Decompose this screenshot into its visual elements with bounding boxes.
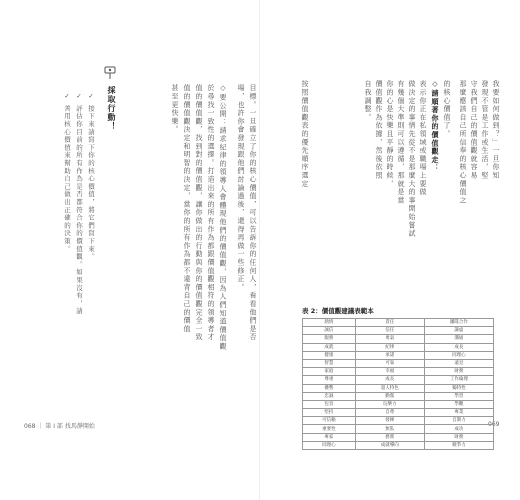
table-cell: 自制力 — [424, 417, 493, 425]
table-row — [303, 335, 494, 343]
table-cell: 尊重 — [303, 376, 356, 384]
table-title: 表 2：價值觀建議表範本 — [302, 307, 374, 315]
table-cell: 學習 — [424, 392, 493, 400]
table-cell: 優勢 — [303, 384, 356, 392]
right-body-col-1: 我要如何做到？」一旦你知 — [492, 80, 500, 180]
table-cell: 健康 — [303, 351, 356, 359]
left-body-col-4: 於尋找一致性的選擇。打造出來的所有作為都跟價值觀相符的領導者才 — [207, 84, 215, 342]
right-body-col-4: 那麼應該自己所信奉的核心價值之 — [459, 80, 467, 205]
left-body-col-6: 值的價值觀決定和明智的決定，當你的所有作為都不違背自己的價值 — [183, 84, 191, 333]
right-body-col-3: 守我們自己的價值觀就容易 — [470, 80, 478, 180]
right-body-col-12: 按照價值觀表的優先順序選定 — [301, 80, 309, 188]
table-cell: 專家 — [303, 433, 356, 441]
footer-title: 找馬靜開始 — [64, 423, 95, 430]
left-footer: 068 ｜ 第 I 部 找馬靜開始 — [24, 423, 95, 430]
table-cell: 遠見 — [424, 359, 493, 367]
table-cell: 包容 — [303, 400, 356, 408]
left-body-col-2: 場，也許你會發現跟他們討論過後，還得再做一些修正。 — [237, 84, 245, 292]
right-body-col-8: 有幾個大準則可以遵循，那就是當 — [397, 80, 405, 205]
table-cell: 無私 — [355, 425, 424, 433]
right-body-col-5: 的核心價值了。 — [443, 80, 451, 139]
table-cell: 財務 — [424, 433, 493, 441]
table-cell: 紀律 — [355, 343, 424, 351]
right-body-col-7: 做決定的事情先從不是那麼大的事開始嘗試 — [408, 80, 416, 238]
right-body-col-9: 你的心是快樂且平靜的時候， — [386, 80, 394, 188]
table-cell: 競爭力 — [424, 441, 493, 449]
table-cell: 工作倫理 — [424, 376, 493, 384]
table-row — [303, 441, 494, 449]
table-cell: 成長 — [424, 343, 493, 351]
table-cell: 承諾 — [355, 351, 424, 359]
table-cell: 堅持 — [303, 409, 356, 417]
table-cell: 勇氣 — [355, 335, 424, 343]
table-cell: 成就導向 — [355, 441, 424, 449]
left-body-col-1: 目標。一旦確立了你的核心價值，可以告訴你的任何人，看看他們是否 — [249, 84, 257, 342]
action-title: 採取行動！ — [107, 86, 116, 131]
table-cell: 成就 — [303, 343, 356, 351]
action-bullet-3: ✓ 善用核心價值來幫助自己做出正確的決策。 — [63, 92, 71, 253]
right-body-col-10: 價值觀作為依據，然後依照 — [375, 80, 383, 180]
table-cell: 智慧 — [303, 359, 356, 367]
footer-part: 第 I 部 — [45, 423, 63, 430]
table-cell: 務實 — [355, 433, 424, 441]
left-body-col-7: 甚至更快樂。 — [171, 84, 179, 134]
table-cell: 家庭 — [303, 368, 356, 376]
table-cell: 財務 — [424, 368, 493, 376]
action-bullet-1: ✓ 接下來請寫下你的核心價值，將它們寫下來。 — [87, 92, 95, 261]
table-row — [303, 409, 494, 417]
table-cell: 自尊 — [355, 409, 424, 417]
right-heading: ◇請順著你的價值觀走： — [431, 80, 439, 173]
table-cell: 熱情 — [303, 319, 356, 327]
table-row — [303, 319, 494, 327]
table-row — [303, 425, 494, 433]
table-cell: 團隊合作 — [424, 319, 493, 327]
table-row — [303, 376, 494, 384]
right-body-col-11: 自我調整。 — [364, 80, 372, 122]
table-cell: 發揮 — [355, 417, 424, 425]
table-cell: 重要性 — [303, 425, 356, 433]
table-cell: 專業 — [424, 409, 493, 417]
table-cell: 信任 — [355, 327, 424, 335]
footer-page-number: 068 — [24, 423, 36, 430]
table-cell: 幸福 — [355, 368, 424, 376]
values-table — [302, 318, 494, 450]
pin-icon — [104, 66, 116, 80]
table-cell: 獨特性 — [424, 384, 493, 392]
table-cell: 學觀 — [424, 400, 493, 408]
table-cell: 同理心 — [424, 351, 493, 359]
left-body-col-5: 值的價值觀，找到對的價值觀，讓你做出的行動與你的價值觀完全一致 — [195, 84, 203, 342]
right-body-col-6: 表示你正在私領域或職場上要做 — [419, 80, 427, 197]
table-row — [303, 433, 494, 441]
table-row — [303, 384, 494, 392]
table-cell: 超人特色 — [355, 384, 424, 392]
table-row — [303, 351, 494, 359]
table-row — [303, 392, 494, 400]
table-cell: 溝通 — [424, 335, 493, 343]
table-cell: 勤奮 — [355, 392, 424, 400]
table-cell: 誠信 — [303, 327, 356, 335]
table-row — [303, 343, 494, 351]
table-cell: 可靠 — [355, 359, 424, 367]
table-row — [303, 417, 494, 425]
action-bullet-2: ✓ 評估你目前的所有作為是否都符合你的價值觀。如果沒有，請 — [75, 92, 83, 316]
table-cell: 成功 — [424, 425, 493, 433]
table-cell: 責任 — [355, 319, 424, 327]
right-body-col-2: 發現不管是工作或生活，堅 — [481, 80, 489, 180]
table-cell: 成長 — [355, 376, 424, 384]
left-body-col-3: ◇要公開：請求紀律的領導人會體現他們的價值觀，因為人們知道價值觀 — [219, 84, 227, 351]
table-row — [303, 400, 494, 408]
table-row — [303, 368, 494, 376]
table-cell: 同理心 — [303, 441, 356, 449]
table-cell: 謙虛 — [424, 327, 493, 335]
right-footer-page-number: 069 — [488, 421, 500, 428]
table-row — [303, 359, 494, 367]
table-cell: 服務 — [303, 335, 356, 343]
table-row — [303, 327, 494, 335]
table-cell: 玩樂力 — [355, 400, 424, 408]
table-cell: 忠誠 — [303, 392, 356, 400]
table-cell: 可信賴 — [303, 417, 356, 425]
